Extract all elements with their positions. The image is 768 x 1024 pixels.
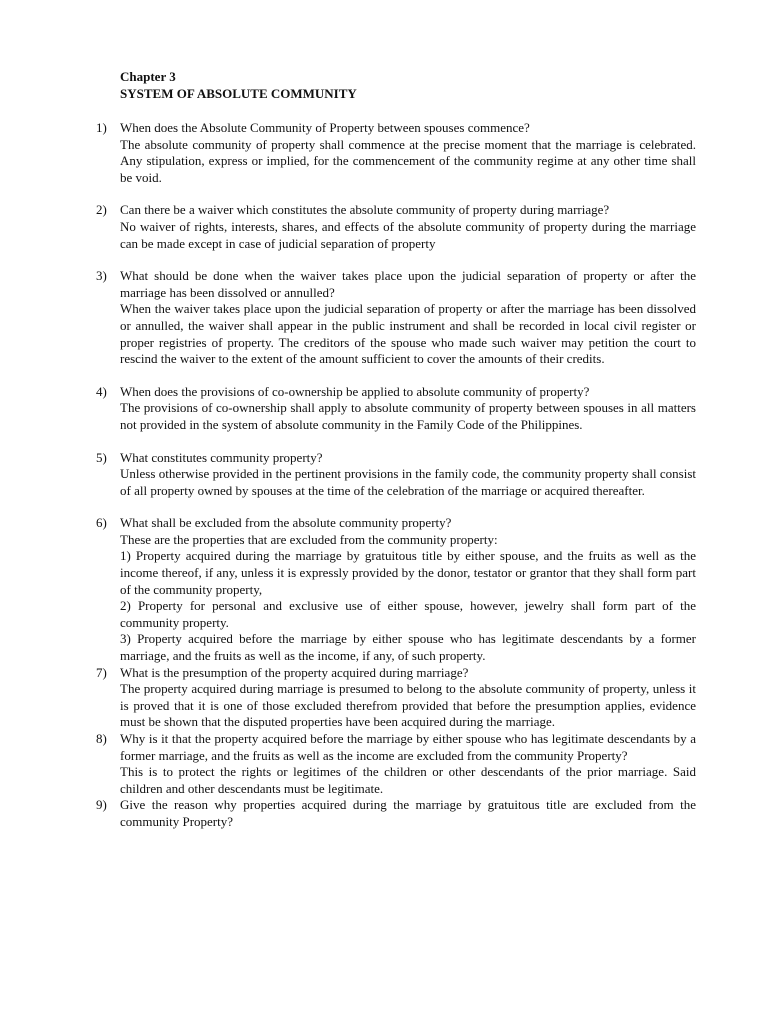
item-number: 3) [96, 268, 107, 284]
chapter-label: Chapter 3 [120, 69, 176, 84]
item-number: 2) [96, 202, 107, 218]
question: When does the Absolute Community of Property between spouses commence? [120, 120, 530, 135]
question: When does the provisions of co-ownership be applied to absolute community of property? [120, 383, 590, 399]
item-body [120, 384, 696, 434]
item-body [120, 120, 696, 186]
item-body [120, 202, 696, 252]
qa-item-8 [96, 731, 696, 797]
item-number: 6) [96, 515, 107, 531]
question: What should be done when the waiver takes place upon the judicial separation of property or after the marriage has been dissolved or annulled? [120, 268, 696, 300]
qa-item-1 [96, 120, 696, 186]
question: What constitutes community property? [120, 449, 323, 465]
question: Why is it that the property acquired before the marriage by either spouse who has legitimate descendants by a former marriage, and the fruits as well as the income are excluded from the community Property? [120, 731, 696, 763]
item-number: 8) [96, 731, 107, 746]
answer: This is to protect the rights or legitimes of the children or other descendants of the prior marriage. Said children and other descendants must be legitimate. [120, 764, 696, 796]
excluded-property-2: 2) Property for personal and exclusive use of either spouse, however, jewelry shall form part of the community property. [120, 598, 696, 630]
item-number: 5) [96, 449, 107, 465]
item-number: 1) [96, 120, 107, 135]
item-body [120, 665, 696, 731]
item-number: 7) [96, 664, 107, 680]
qa-item-5 [96, 450, 696, 500]
qa-item-6 [96, 515, 696, 664]
chapter-title: SYSTEM OF ABSOLUTE COMMUNITY [120, 86, 357, 101]
item-body [120, 797, 696, 830]
answer: When the waiver takes place upon the judicial separation of property or after the marriage has been dissolved or annulled, the waiver shall appear in the public instrument and shall be recorded in local civil register or proper registries of property. The creditors of the spouse who made such waiver may petition the court to rescind the waiver to the extent of the amount sufficient to cover the amounts of their credits. [120, 301, 696, 367]
item-body [120, 450, 696, 500]
answer: Unless otherwise provided in the pertinent provisions in the family code, the community property shall consist of all property owned by spouses at the time of the celebration of the marriage or acquired thereafter. [120, 466, 696, 498]
qa-list [96, 120, 696, 831]
answer: The property acquired during marriage is presumed to belong to the absolute community of property, unless it is proved that it is one of those excluded therefrom provided that before the presumption applies, evidence must be shown that the disputed properties have been acquired during the marriage. [120, 681, 696, 730]
qa-item-4 [96, 384, 696, 434]
item-body [120, 515, 696, 664]
answer: No waiver of rights, interests, shares, and effects of the absolute community of property during the marriage can be made except in case of judicial separation of property [120, 218, 696, 251]
qa-item-9 [96, 797, 696, 830]
item-body [120, 731, 696, 797]
question: What is the presumption of the property acquired during marriage? [120, 664, 469, 680]
item-number: 9) [96, 797, 107, 813]
question: What shall be excluded from the absolute community property? [120, 515, 452, 531]
question: Can there be a waiver which constitutes the absolute community of property during marriage? [120, 202, 610, 218]
qa-item-2 [96, 202, 696, 252]
excluded-property-3: 3) Property acquired before the marriage by either spouse who has legitimate descendants by a former marriage, and the fruits as well as the income, if any, of such property. [120, 631, 696, 664]
answer: These are the properties that are excluded from the community property: [120, 531, 498, 547]
item-body [120, 268, 696, 368]
question: Give the reason why properties acquired during the marriage by gratuitous title are excluded from the community Property? [120, 797, 696, 829]
answer: The absolute community of property shall commence at the precise moment that the marriage is celebrated. Any stipulation, express or implied, for the commencement of the community regime at any other time shall be void. [120, 136, 696, 185]
qa-item-7 [96, 665, 696, 731]
qa-item-3 [96, 268, 696, 368]
item-number: 4) [96, 383, 107, 399]
excluded-property-1: 1) Property acquired during the marriage by gratuitous title by either spouse, and the fruits as well as the income thereof, if any, unless it is expressly provided by the donor, testator or grantor that they shall form part of the community property, [120, 548, 696, 597]
answer: The provisions of co-ownership shall apply to absolute community of property between spouses in all matters not provided in the system of absolute community in the Family Code of the Philippines. [120, 400, 696, 432]
